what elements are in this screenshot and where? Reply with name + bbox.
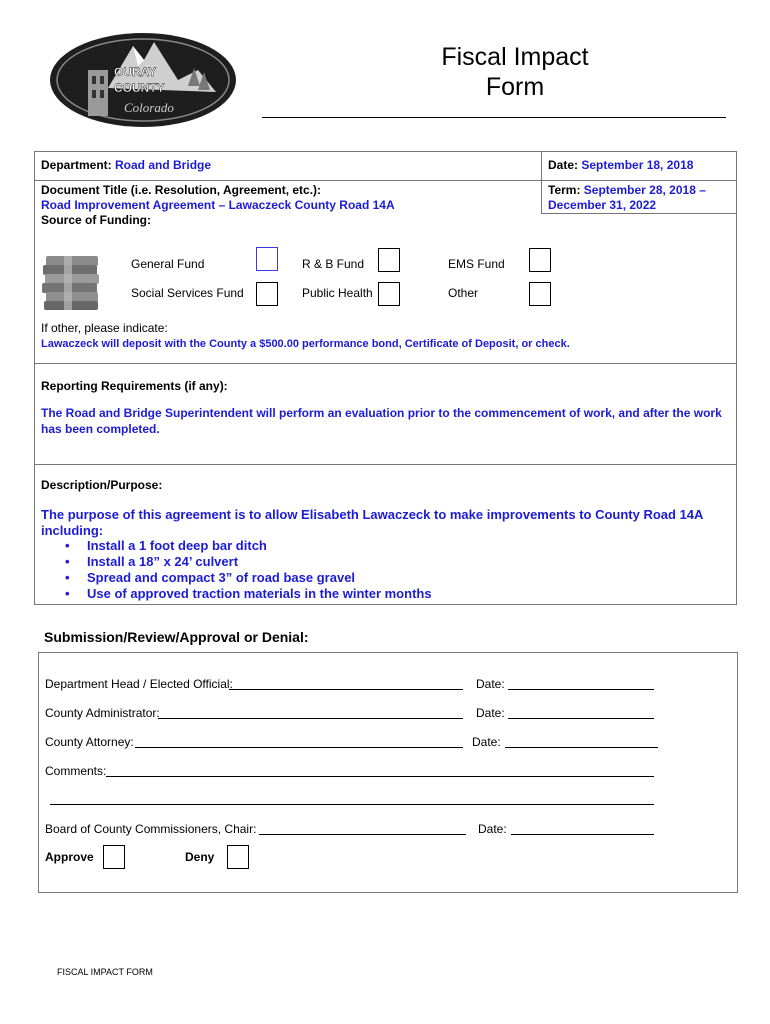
county-attorney-signature-line[interactable]: [135, 747, 463, 748]
title-line-1: Fiscal Impact: [441, 43, 589, 71]
description-label: Description/Purpose:: [41, 478, 163, 492]
county-attorney-date-label: Date:: [472, 735, 501, 749]
other-prompt: If other, please indicate:: [41, 321, 168, 335]
county-admin-date-label: Date:: [476, 706, 505, 720]
social-services-checkbox[interactable]: [256, 282, 278, 306]
document-title-field: [41, 183, 395, 228]
document-title-value: Road Improvement Agreement – Lawaczeck County Road 14A: [41, 198, 395, 212]
comments-label: Comments:: [45, 764, 107, 778]
county-logo: [48, 30, 238, 130]
option-ems-fund-label: EMS Fund: [448, 257, 505, 271]
date-label: Date:: [548, 158, 582, 172]
source-of-funding-label: Source of Funding:: [41, 213, 151, 227]
county-admin-label: County Administrator:: [45, 706, 160, 720]
option-rb-fund-label: R & B Fund: [302, 257, 365, 271]
rb-fund-checkbox[interactable]: [378, 248, 400, 272]
option-general-fund-label: General Fund: [131, 257, 205, 271]
list-item: • Use of approved traction materials in the winter months: [41, 586, 721, 602]
deny-label: Deny: [185, 850, 215, 864]
department-label: Department:: [41, 158, 116, 172]
comments-line-1[interactable]: [106, 776, 654, 777]
document-title-label: Document Title (i.e. Resolution, Agreement, etc.):: [41, 183, 322, 197]
logo-text-ouray: OURAY: [114, 65, 157, 79]
term-field: [548, 183, 706, 213]
ems-fund-checkbox[interactable]: [529, 248, 551, 272]
submission-heading: Submission/Review/Approval or Denial:: [44, 629, 309, 645]
dept-head-date-label: Date:: [476, 677, 505, 691]
description-list: [41, 538, 721, 602]
info-box-divider: [541, 151, 542, 214]
reporting-label: Reporting Requirements (if any):: [41, 379, 228, 393]
term-value-2: December 31, 2022: [548, 198, 657, 212]
option-social-services-label: Social Services Fund: [131, 286, 244, 300]
other-checkbox[interactable]: [529, 282, 551, 306]
logo-text-county: COUNTY: [114, 81, 165, 95]
comments-line-2[interactable]: [50, 804, 654, 805]
list-item: • Spread and compact 3” of road base gravel: [41, 570, 721, 586]
option-public-health-label: Public Health: [302, 286, 373, 300]
list-item: • Install a 1 foot deep bar ditch: [41, 538, 721, 554]
board-date-line[interactable]: [511, 834, 654, 835]
board-signature-line[interactable]: [259, 834, 466, 835]
department-value: Road and Bridge: [115, 158, 212, 172]
dept-head-signature-line[interactable]: [229, 689, 463, 690]
date-field: [548, 158, 693, 172]
reporting-value: The Road and Bridge Superintendent will perform an evaluation prior to the commencement of work, and after the work has been completed.: [41, 406, 722, 436]
description-intro: The purpose of this agreement is to allow Elisabeth Lawaczeck to make improvements to County Road 14A including:: [41, 507, 703, 538]
dept-head-date-line[interactable]: [508, 689, 654, 690]
board-label: Board of County Commissioners, Chair:: [45, 822, 257, 836]
option-other-label: Other: [448, 286, 479, 300]
term-label: Term:: [548, 183, 584, 197]
dept-head-label: Department Head / Elected Official:: [45, 677, 233, 691]
general-fund-checkbox[interactable]: [256, 247, 278, 271]
page-title: [400, 42, 630, 102]
approve-checkbox[interactable]: [103, 845, 125, 869]
term-value-1: September 28, 2018 –: [583, 183, 706, 197]
money-stack-image: [40, 252, 102, 317]
other-value: Lawaczeck will deposit with the County a $500.00 performance bond, Certificate of Deposit, or check.: [41, 338, 570, 350]
department-field: [41, 158, 211, 172]
county-attorney-label: County Attorney:: [45, 735, 134, 749]
title-line-2: Form: [485, 73, 545, 101]
approve-label: Approve: [45, 850, 94, 864]
title-rule: [262, 117, 726, 118]
county-admin-signature-line[interactable]: [158, 718, 463, 719]
county-admin-date-line[interactable]: [508, 718, 654, 719]
deny-checkbox[interactable]: [227, 845, 249, 869]
county-attorney-date-line[interactable]: [505, 747, 658, 748]
public-health-checkbox[interactable]: [378, 282, 400, 306]
list-item: • Install a 18” x 24’ culvert: [41, 554, 721, 570]
term-cell-divider: [541, 213, 737, 214]
board-date-label: Date:: [478, 822, 507, 836]
date-value: September 18, 2018: [581, 158, 694, 172]
footer-text: FISCAL IMPACT FORM: [57, 967, 153, 977]
info-box-row-divider: [34, 180, 737, 181]
logo-text-colorado: Colorado: [124, 100, 174, 115]
